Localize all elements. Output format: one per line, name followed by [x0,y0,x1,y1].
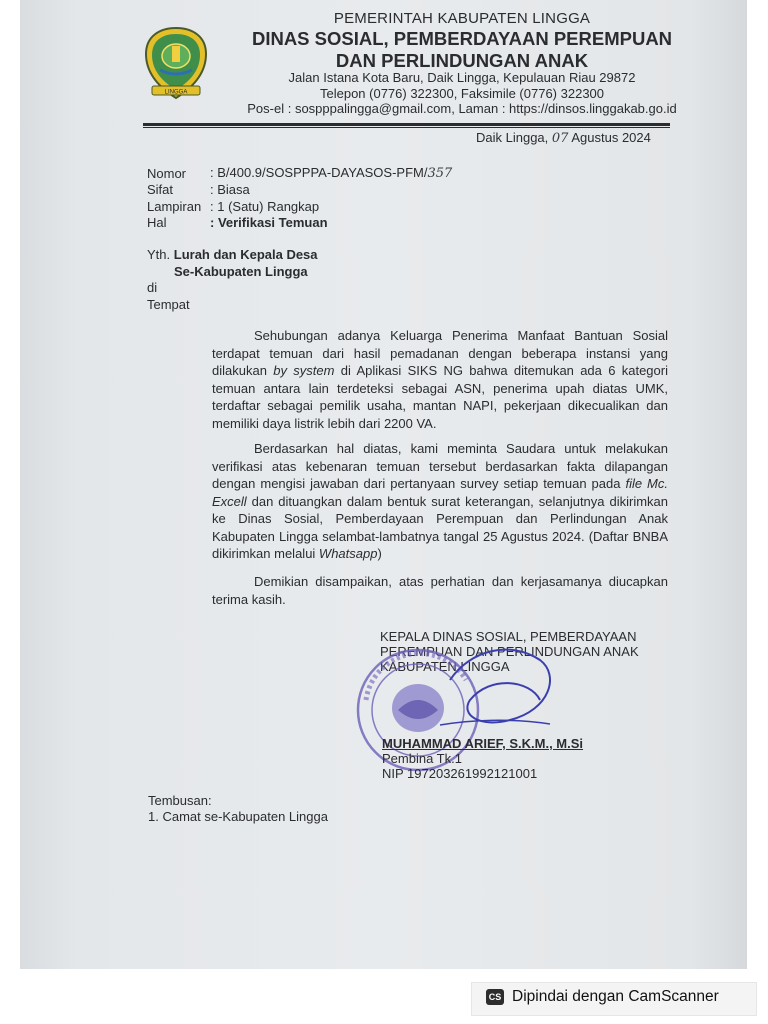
camscanner-icon: CS [486,989,504,1005]
address: Jalan Istana Kota Baru, Daik Lingga, Kepulauan Riau 29872 [288,70,636,85]
meta-value-nomor [210,165,452,181]
body-paragraph-1: Sehubungan adanya Keluarga Penerima Manfaat Bantuan Sosial terdapat temuan dari hasil pemadanan dengan beberapa instansi yang dilakukan by system di Aplikasi SIKS NG bahwa ditemukan ada 6 kategori temuan antara lain terdeteksi sebagai ASN, penerima upah diatas UMK, terdaftar sebagai pemilik usaha, mantan NAPI, pekerjaan dikecualikan dan memiliki daya listrik lebih dari 2200 VA. [212,328,668,431]
date-month-year: Agustus 2024 [571,130,651,145]
recipient-line1: Lurah dan Kepala Desa [173,247,318,262]
lingga-regency-logo [142,26,210,100]
body-paragraph-3: Demikian disampaikan, atas perhatian dan kerjasamanya diucapkan terima kasih. [212,574,668,607]
cc-item-1: 1. Camat se-Kabupaten Lingga [148,809,328,824]
letterhead-rule-thick [143,123,670,126]
signatory-title-line3: KABUPATEN LINGGA [380,659,510,674]
recipient-line2: Se-Kabupaten Lingga [174,264,308,279]
date-place: Daik Lingga, [476,130,549,145]
signatory-name: MUHAMMAD ARIEF, S.K.M., M.Si [382,736,584,751]
meta-label-nomor: Nomor [147,166,187,181]
email-website: Pos-el : sospppalingga@gmail.com, Laman : https://dinsos.linggakab.go.id [247,101,677,116]
logo-text: LINGGA [164,89,188,96]
government-name: PEMERINTAH KABUPATEN LINGGA [333,10,591,27]
emphasis-whatsapp: Whatsapp [318,546,378,561]
meta-label-sifat: Sifat [147,182,174,197]
date-day-handwritten: 07 [551,131,569,146]
meta-value-hal: : Verifikasi Temuan [210,215,328,230]
meta-label-lampiran: Lampiran [147,199,202,214]
department-name-line1: DINAS SOSIAL, PEMBERDAYAAN PEREMPUAN [251,28,673,49]
letter-number-handwritten: 357 [427,166,453,181]
department-name-line2: DAN PERLINDUNGAN ANAK [335,50,589,71]
letter-date [476,130,651,146]
recipient-salutation [147,247,318,262]
handwritten-signature [430,640,580,740]
meta-value-lampiran: : 1 (Satu) Rangkap [210,199,320,214]
meta-label-hal: Hal [147,215,167,230]
cc-heading: Tembusan: [148,793,212,808]
emphasis-file-excel: file Mc. Excell [212,476,668,509]
signatory-title-line2: PEREMPUAN DAN PERLINDUNGAN ANAK [380,644,639,659]
camscanner-label: Dipindai dengan CamScanner [512,988,719,1005]
meta-value-sifat: : Biasa [210,182,250,197]
signatory-rank: Pembina Tk.1 [382,751,462,766]
signatory-nip: NIP 197203261992121001 [382,766,538,781]
body-paragraph-2: Berdasarkan hal diatas, kami meminta Saudara untuk melakukan verifikasi atas kebenaran temuan tersebut berdasarkan fakta dilapangan dengan mengisi jawaban dari pertanyaan survey setiap temuan pada file Mc. Excell dan dituangkan dalam bentuk surat keterangan, selanjutnya dikirimkan ke Dinas Sosial, Pemberdayaan Perempuan dan Perlindungan Anak Kabupaten Lingga selambat-lambatnya tangal 25 Agustus 2024. (Daftar BNBA dikirimkan melalui Whatsapp) [212,441,668,561]
signatory-title-line1: KEPALA DINAS SOSIAL, PEMBERDAYAAN [380,629,637,644]
letterhead-rule-thin [143,127,670,128]
phone: Telepon (0776) 322300, Faksimile (0776) 322300 [319,86,605,101]
emphasis-by-system: by system [273,363,335,378]
letter-number: : B/400.9/SOSPPPA-DAYASOS-PFM/ [210,165,428,180]
recipient-place: Tempat [147,297,190,312]
yth: Yth. [147,247,171,262]
recipient-di: di [147,280,158,295]
